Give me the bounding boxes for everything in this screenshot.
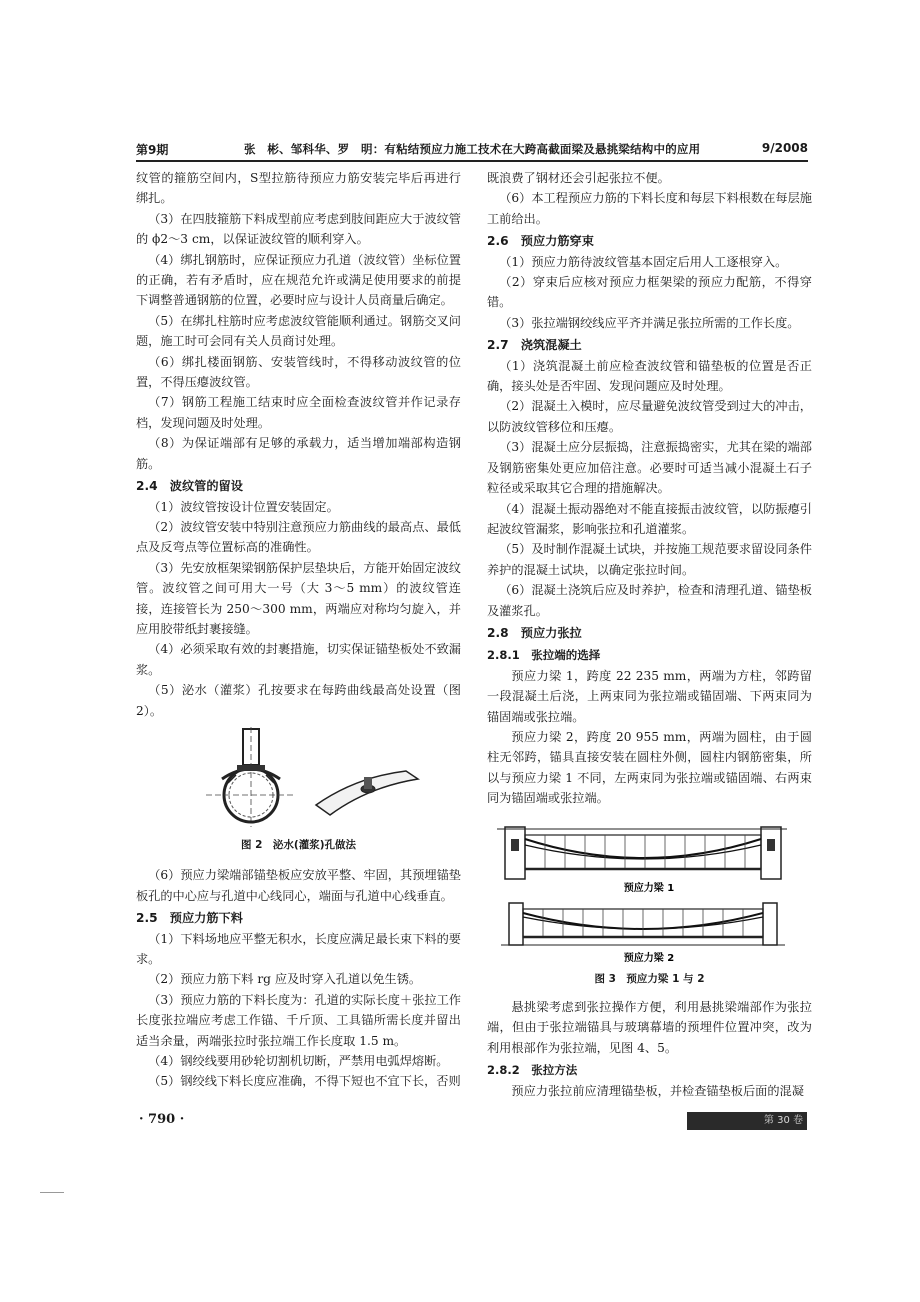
- subsection-heading: 2.8.1 张拉端的选择: [487, 648, 601, 663]
- paragraph: 预应力梁 1，跨度 22 235 mm，两端为方柱，邻跨留一段混凝土后浇，上两束同为张拉端或锚固端、下两束同为锚固端或张拉端。: [487, 668, 812, 724]
- right-column: [487, 168, 812, 1168]
- page-number: · 790 ·: [139, 1112, 185, 1127]
- paragraph: 悬挑梁考虑到张拉操作方便，利用悬挑梁端部作为张拉端，但由于张拉端锚具与玻璃幕墙的预埋件位置冲突，改为利用根部作为张拉端，见图 4、5。: [487, 1000, 812, 1055]
- list-item: （6）本工程预应力筋的下料长度和每层下料根数在每层施工前给出。: [487, 191, 812, 226]
- list-item: （3）张拉端钢绞线应平齐并满足张拉所需的工作长度。: [499, 315, 800, 330]
- beam-tendon-diagram: [487, 817, 812, 965]
- list-item: （2）穿束后应核对预应力框架梁的预应力配筋，不得穿错。: [487, 275, 812, 310]
- tendon-curve: [525, 839, 761, 858]
- subsection-heading: 2.8.2 张拉方法: [487, 1063, 578, 1078]
- list-item: （3）混凝土应分层振捣，注意振捣密实，尤其在梁的端部及钢筋密集处更应加倍注意。必要时可适当减小混凝土石子粒径或采取其它合理的措施解决。: [487, 440, 812, 496]
- volume-badge: 第 30 卷: [687, 1112, 807, 1130]
- list-item: （1）波纹管按设计位置安装固定。: [148, 499, 339, 514]
- issue-date: 9/2008: [761, 141, 808, 155]
- issue-number: 第9期: [136, 143, 169, 157]
- section-heading: 2.8 预应力张拉: [487, 625, 582, 640]
- list-item: （1）预应力筋待波纹管基本固定后用人工逐根穿入。: [499, 254, 788, 269]
- beam-2-drawing: [501, 903, 785, 945]
- list-item: （2）混凝土入模时，应尽量避免波纹管受到过大的冲击，以防波纹管移位和压瘪。: [487, 399, 812, 434]
- paragraph: 既浪费了钢材还会引起张拉不便。: [487, 171, 670, 185]
- section-heading: 2.5 预应力筋下料: [136, 911, 243, 926]
- paragraph: 预应力梁 2，跨度 20 955 mm，两端为圆柱，由于圆柱无邻跨，锚具直接安装在圆柱外侧，圆柱内钢筋密集，所以与预应力梁 1 不同，左两束同为张拉端或锚固端、右两束同为锚固端或张拉端。: [487, 729, 812, 806]
- beam-1-label: 预应力梁 1: [623, 882, 675, 894]
- running-header: [136, 138, 808, 160]
- paragraph: 预应力张拉前应清理锚垫板，并检查锚垫板后面的混凝: [511, 1083, 804, 1098]
- list-item: （3）先安放框架梁钢筋保护层垫块后，方能开始固定波纹管。波纹管之间可用大一号（大 3～5 mm）的波纹管连接，连接管长为 250～300 mm，两端应对称均匀旋入，并应用胶带纸封裹接缝。: [136, 560, 461, 636]
- section-heading: 2.7 浇筑混凝土: [487, 338, 582, 353]
- list-item: （5）在绑扎柱筋时应考虑波纹管能顺利通过。钢筋交叉问题，施工时可会同有关人员商讨处理。: [136, 313, 461, 349]
- figure-3-caption: 图 3 预应力梁 1 与 2: [594, 972, 705, 985]
- list-item: （2）预应力筋下料 rg 应及时穿入孔道以免生锈。: [148, 972, 422, 987]
- figure-2-caption: 图 2 泌水(灌浆)孔做法: [240, 838, 357, 851]
- list-item: （1）下料场地应平整无积水，长度应满足最长束下料的要求。: [136, 931, 461, 966]
- figure-2-drawing: [136, 727, 461, 831]
- list-item: （5）钢绞线下料长度应准确，不得下短也不宜下长，否则: [148, 1074, 461, 1089]
- list-item: （5）及时制作混凝土试块，并按施工规范要求留设同条件养护的混凝土试块，以确定张拉时间。: [487, 542, 812, 577]
- list-item: （1）浇筑混凝土前应检查波纹管和锚垫板的位置是否正确，接头处是否牢固、发现问题应及时处理。: [487, 358, 812, 394]
- list-item: （6）绑扎楼面钢筋、安装管线时，不得移动波纹管的位置，不得压瘪波纹管。: [136, 354, 461, 390]
- list-item: （4）必须采取有效的封裹措施，切实保证锚垫板处不致漏浆。: [136, 642, 461, 677]
- list-item: （2）波纹管安装中特别注意预应力筋曲线的最高点、最低点及反弯点等位置标高的准确性。: [136, 519, 461, 555]
- header-rule: [136, 160, 808, 162]
- list-item: （7）钢筋工程施工结束时应全面检查波纹管并作记录存档，发现问题及时处理。: [136, 395, 461, 430]
- list-item: （6）预应力梁端部锚垫板应安放平整、牢固，其预埋锚垫板孔的中心应与孔道中心线同心，端面与孔道中心线垂直。: [136, 868, 461, 903]
- section-heading: 2.6 预应力筋穿束: [487, 234, 594, 249]
- list-item: （4）混凝土振动器绝对不能直接振击波纹管，以防振瘪引起波纹管漏浆，影响张拉和孔道灌浆。: [487, 501, 812, 536]
- running-title: 张 彬、邹科华、罗 明：有粘结预应力施工技术在大跨高截面梁及悬挑梁结构中的应用: [244, 142, 701, 156]
- list-item: （5）泌水（灌浆）孔按要求在每跨曲线最高处设置（图 2）。: [136, 683, 461, 718]
- beam-1-drawing: [497, 827, 787, 879]
- section-heading: 2.4 波纹管的留设: [136, 479, 243, 494]
- beam-2-label: 预应力梁 2: [623, 952, 675, 964]
- list-item: （3）在四肢箍筋下料成型前应考虑到肢间距应大于波纹管的 ϕ2～3 cm，以保证波纹管的顺利穿入。: [136, 211, 461, 247]
- list-item: （4）绑扎钢筋时，应保证预应力孔道（波纹管）坐标位置的正确，若有矛盾时，应在规范允许或满足使用要求的前提下调整普通钢筋的位置，必要时应与设计人员商量后确定。: [136, 252, 461, 308]
- paragraph: 纹管的箍筋空间内，S型拉筋待预应力筋安装完毕后再进行绑扎。: [136, 171, 461, 206]
- list-item: （3）预应力筋的下料长度为：孔道的实际长度＋张拉工作长度张拉端应考虑工作锚、千斤顶、工具锚所需长度并留出适当余量，两端张拉时张拉端工作长度取 1.5 m。: [136, 992, 461, 1048]
- list-item: （8）为保证端部有足够的承载力，适当增加端部构造钢筋。: [136, 436, 461, 471]
- grout-hole-diagram: [136, 727, 461, 831]
- list-item: （6）混凝土浇筑后应及时养护，检查和清理孔道、锚垫板及灌浆孔。: [487, 583, 812, 618]
- figure-3-drawing: [487, 817, 812, 965]
- left-column: [136, 168, 461, 1168]
- list-item: （4）钢绞线要用砂轮切割机切断，严禁用电弧焊熔断。: [148, 1054, 449, 1069]
- corner-mark: [40, 1192, 64, 1193]
